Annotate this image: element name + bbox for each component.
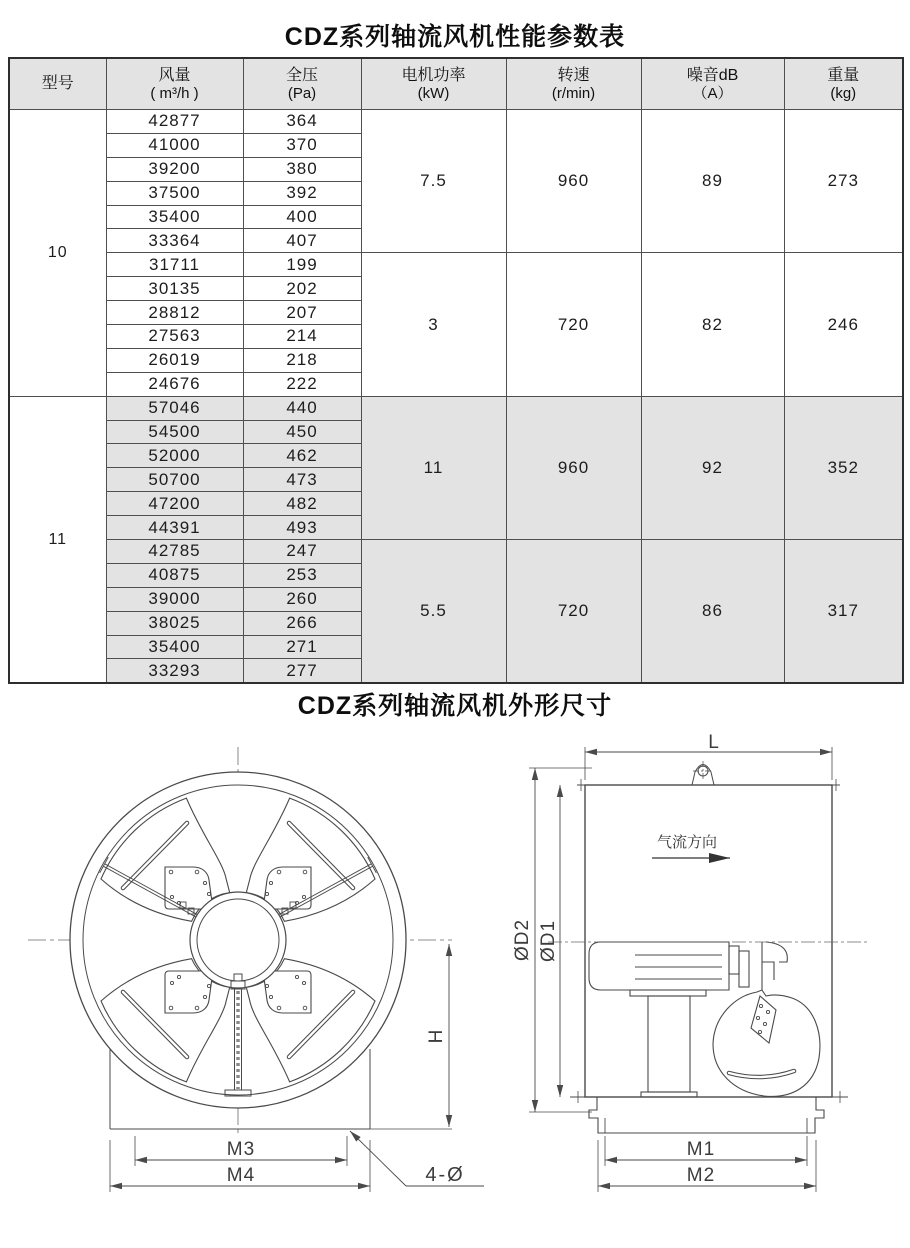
- cell-noise: 82: [641, 253, 784, 396]
- cell-airflow: 42877: [106, 110, 243, 134]
- cell-noise: 92: [641, 396, 784, 539]
- cell-airflow: 33293: [106, 659, 243, 683]
- header-row: [9, 58, 903, 110]
- cell-pressure: 199: [243, 253, 361, 277]
- dim-m3: [135, 1136, 347, 1166]
- cell-speed: 960: [506, 110, 641, 253]
- cell-pressure: 493: [243, 516, 361, 540]
- dim-l-label: L: [708, 732, 720, 753]
- cell-airflow: 35400: [106, 205, 243, 229]
- cell-airflow: 44391: [106, 516, 243, 540]
- motor-support: [630, 990, 706, 1097]
- dim-d2-label: ØD2: [512, 918, 533, 962]
- cell-pressure: 370: [243, 133, 361, 157]
- cell-pressure: 222: [243, 372, 361, 396]
- performance-table-title: CDZ系列轴流风机性能参数表: [284, 23, 626, 51]
- table-row: [9, 396, 903, 420]
- col-header-pressure: 全压 (Pa): [243, 58, 361, 110]
- cell-power: 5.5: [361, 540, 506, 684]
- cell-airflow: 35400: [106, 635, 243, 659]
- cell-pressure: 462: [243, 444, 361, 468]
- front-view-drawing: [28, 747, 484, 1192]
- cell-model: 11: [9, 396, 106, 683]
- cell-pressure: 364: [243, 110, 361, 134]
- dim-d1-label: ØD1: [538, 919, 559, 963]
- cell-speed: 720: [506, 253, 641, 396]
- cell-airflow: 57046: [106, 396, 243, 420]
- lifting-eye-icon: [692, 761, 714, 785]
- table-body: [9, 110, 903, 684]
- cell-pressure: 380: [243, 157, 361, 181]
- table-row: [9, 540, 903, 564]
- cell-power: 3: [361, 253, 506, 396]
- col-header-airflow: 风量 ( m³/h ): [106, 58, 243, 110]
- cell-pressure: 202: [243, 277, 361, 301]
- dim-m4-label: M4: [226, 1165, 256, 1186]
- cell-airflow: 54500: [106, 420, 243, 444]
- dim-h-label: H: [426, 1028, 447, 1044]
- cell-airflow: 24676: [106, 372, 243, 396]
- cell-pressure: 207: [243, 301, 361, 325]
- cell-pressure: 218: [243, 348, 361, 372]
- col-header-noise: 噪音dB （A）: [641, 58, 784, 110]
- cell-airflow: 30135: [106, 277, 243, 301]
- cell-airflow: 41000: [106, 133, 243, 157]
- cell-airflow: 50700: [106, 468, 243, 492]
- fan-blade-side: [713, 990, 820, 1096]
- cell-airflow: 40875: [106, 563, 243, 587]
- cell-pressure: 266: [243, 611, 361, 635]
- dim-m2-label: M2: [686, 1165, 716, 1186]
- cell-airflow: 28812: [106, 301, 243, 325]
- col-header-power: 电机功率 (kW): [361, 58, 506, 110]
- dim-h: [426, 944, 449, 1127]
- cell-pressure: 247: [243, 540, 361, 564]
- cell-airflow: 26019: [106, 348, 243, 372]
- cell-weight: 273: [784, 110, 903, 253]
- cell-pressure: 473: [243, 468, 361, 492]
- holes-callout-label: 4-Ø: [425, 1164, 465, 1186]
- cell-airflow: 33364: [106, 229, 243, 253]
- cell-pressure: 450: [243, 420, 361, 444]
- cell-speed: 960: [506, 396, 641, 539]
- cell-power: 11: [361, 396, 506, 539]
- cell-speed: 720: [506, 540, 641, 684]
- cell-weight: 317: [784, 540, 903, 684]
- col-header-speed: 转速 (r/min): [506, 58, 641, 110]
- col-header-model: 型号: [9, 58, 106, 110]
- dimension-drawings: [0, 730, 910, 1248]
- cell-pressure: 482: [243, 492, 361, 516]
- cell-model: 10: [9, 110, 106, 397]
- cell-weight: 352: [784, 396, 903, 539]
- cell-power: 7.5: [361, 110, 506, 253]
- cell-airflow: 38025: [106, 611, 243, 635]
- cell-airflow: 37500: [106, 181, 243, 205]
- cell-pressure: 253: [243, 563, 361, 587]
- dim-m1: [605, 1136, 807, 1166]
- side-view-drawing: [512, 732, 870, 1192]
- cell-pressure: 400: [243, 205, 361, 229]
- motor: [589, 942, 787, 996]
- table-row: [9, 110, 903, 134]
- cell-airflow: 39000: [106, 587, 243, 611]
- airflow-label: 气流方向: [656, 834, 718, 851]
- cell-noise: 86: [641, 540, 784, 684]
- cell-pressure: 271: [243, 635, 361, 659]
- cell-pressure: 260: [243, 587, 361, 611]
- cell-noise: 89: [641, 110, 784, 253]
- cell-airflow: 27563: [106, 325, 243, 349]
- cell-pressure: 277: [243, 659, 361, 683]
- col-header-weight: 重量 (kg): [784, 58, 903, 110]
- dim-d1: [538, 785, 560, 1097]
- table-row: [9, 253, 903, 277]
- cell-weight: 246: [784, 253, 903, 396]
- cell-pressure: 407: [243, 229, 361, 253]
- airflow-annotation: [652, 834, 730, 858]
- dimensions-title: CDZ系列轴流风机外形尺寸: [297, 692, 613, 720]
- cell-airflow: 47200: [106, 492, 243, 516]
- cell-airflow: 39200: [106, 157, 243, 181]
- dim-l: [585, 732, 832, 780]
- cell-pressure: 440: [243, 396, 361, 420]
- cell-airflow: 42785: [106, 540, 243, 564]
- cell-pressure: 392: [243, 181, 361, 205]
- cell-airflow: 31711: [106, 253, 243, 277]
- mounting-feet: [589, 1097, 824, 1133]
- cell-pressure: 214: [243, 325, 361, 349]
- performance-table: [8, 57, 904, 684]
- dim-m1-label: M1: [686, 1139, 716, 1160]
- table-header: [9, 58, 903, 110]
- dim-m3-label: M3: [226, 1139, 256, 1160]
- cell-airflow: 52000: [106, 444, 243, 468]
